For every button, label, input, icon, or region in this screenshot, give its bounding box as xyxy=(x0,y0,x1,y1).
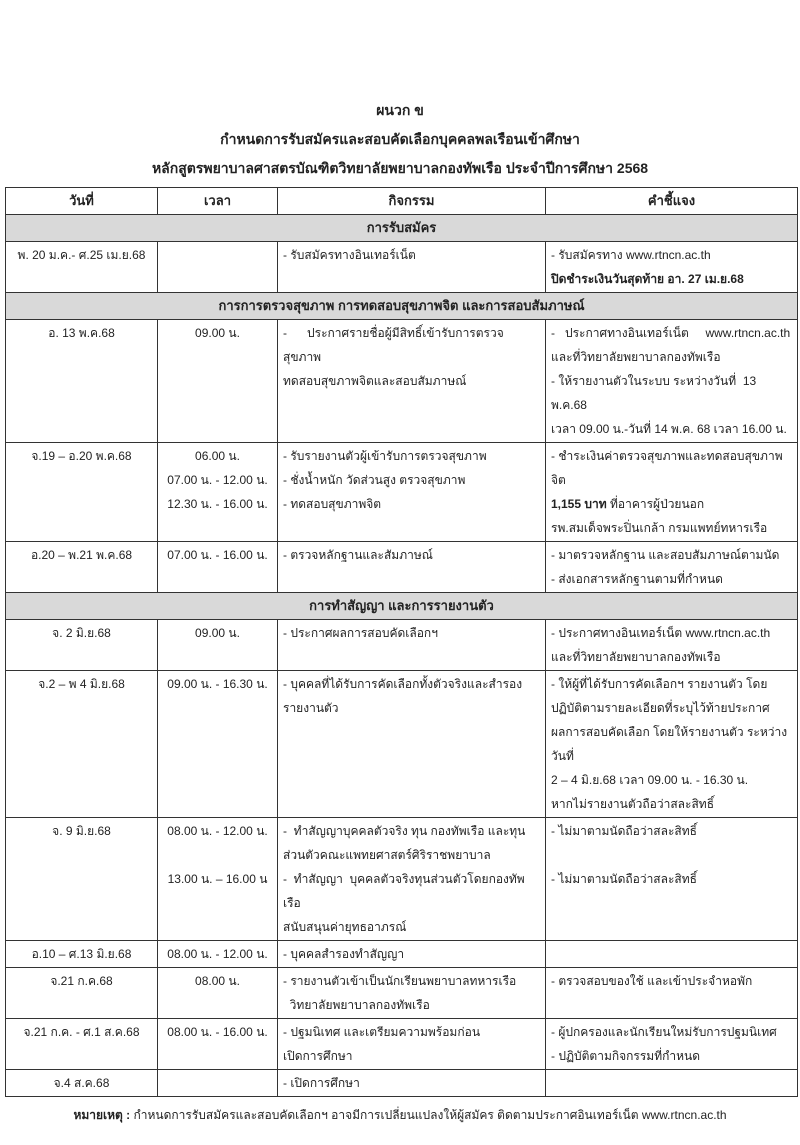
notes-line: - ไม่มาตามนัดถือว่าสละสิทธิ์ xyxy=(551,872,697,886)
time-line: 08.00 น. - 12.00 น. xyxy=(167,947,268,961)
activity-line: - ทำสัญญาบุคคลตัวจริง ทุน กองทัพเรือ และทุน xyxy=(283,824,526,838)
activity-cell xyxy=(278,671,546,818)
notes-cell xyxy=(546,968,798,1019)
time-line: 08.00 น. xyxy=(195,974,240,988)
date-cell: พ. 20 ม.ค.- ศ.25 เม.ย.68 xyxy=(6,242,158,293)
activity-line: - ประกาศผลการสอบคัดเลือกฯ xyxy=(283,626,438,640)
notes-line: - ส่งเอกสารหลักฐานตามที่กำหนด xyxy=(551,572,723,586)
footnote xyxy=(0,1105,800,1125)
activity-cell xyxy=(278,620,546,671)
notes-cell xyxy=(546,242,798,293)
date-cell: อ. 13 พ.ค.68 xyxy=(6,320,158,443)
time-line: 13.00 น. – 16.00 น xyxy=(167,872,268,886)
activity-line: - ปฐมนิเทศ และเตรียมความพร้อมก่อน xyxy=(283,1025,481,1039)
notes-line: - ไม่มาตามนัดถือว่าสละสิทธิ์ xyxy=(551,824,697,838)
notes-line xyxy=(551,267,792,291)
section-title: การรับสมัคร xyxy=(6,215,798,242)
header-date: วันที่ xyxy=(6,188,158,215)
notes-line xyxy=(551,492,792,516)
activity-cell xyxy=(278,941,546,968)
time-line: 09.00 น. xyxy=(195,626,240,640)
notes-cell xyxy=(546,620,798,671)
time-cell xyxy=(158,242,278,293)
activity-cell xyxy=(278,1019,546,1070)
time-cell xyxy=(158,671,278,818)
notes-line: - ประกาศทางอินเทอร์เน็ต www.rtncn.ac.th xyxy=(551,626,771,640)
activity-line: - ตรวจหลักฐานและสัมภาษณ์ xyxy=(283,548,433,562)
section-title: การการตรวจสุขภาพ การทดสอบสุขภาพจิต และการสอบสัมภาษณ์ xyxy=(6,293,798,320)
time-line: 09.00 น. xyxy=(195,326,240,340)
annex-label: ผนวก ข xyxy=(376,102,424,118)
activity-line: - ประกาศรายชื่อผู้มีสิทธิ์เข้ารับการตรวจสุขภาพ xyxy=(283,326,504,364)
table-header-row xyxy=(6,188,798,215)
table-row xyxy=(6,242,798,293)
date-cell: จ. 9 มิ.ย.68 xyxy=(6,818,158,941)
time-cell xyxy=(158,1019,278,1070)
notes-cell xyxy=(546,320,798,443)
document-titles xyxy=(0,96,800,183)
notes-line: และที่วิทยาลัยพยาบาลกองทัพเรือ xyxy=(551,650,721,664)
bold-text: 1,155 บาท xyxy=(551,497,607,511)
notes-line: - ผู้ปกครองและนักเรียนใหม่รับการปฐมนิเทศ xyxy=(551,1025,777,1039)
time-cell xyxy=(158,941,278,968)
activity-line: - ทำสัญญา บุคคลตัวจริงทุนส่วนตัวโดยกองทัพเรือ xyxy=(283,872,525,910)
notes-line: 2 – 4 มิ.ย.68 เวลา 09.00 น. - 16.30 น. xyxy=(551,773,749,787)
activity-cell xyxy=(278,1070,546,1097)
table-row xyxy=(6,941,798,968)
notes-line: หากไม่รายงานตัวถือว่าสละสิทธิ์ xyxy=(551,797,715,811)
section-row xyxy=(6,293,798,320)
notes-line: ผลการสอบคัดเลือก โดยให้รายงานตัว ระหว่างวันที่ xyxy=(551,725,788,763)
table-row xyxy=(6,1070,798,1097)
table-row xyxy=(6,671,798,818)
footnote-label: หมายเหตุ : xyxy=(73,1108,131,1122)
time-line: 09.00 น. - 16.30 น. xyxy=(167,677,268,691)
activity-cell xyxy=(278,968,546,1019)
table-row xyxy=(6,968,798,1019)
header-activity: กิจกรรม xyxy=(278,188,546,215)
time-cell xyxy=(158,1070,278,1097)
activity-cell xyxy=(278,542,546,593)
activity-line: - ทดสอบสุขภาพจิต xyxy=(283,497,382,511)
time-line: 07.00 น. - 16.00 น. xyxy=(167,548,268,562)
time-cell xyxy=(158,818,278,941)
time-line xyxy=(163,843,272,867)
bold-text: ปิดชำระเงินวันสุดท้าย อา. 27 เม.ย.68 xyxy=(551,272,744,286)
activity-line: - รายงานตัวเข้าเป็นนักเรียนพยาบาลทหารเรือ xyxy=(283,974,517,988)
date-cell: จ.21 ก.ค.68 xyxy=(6,968,158,1019)
notes-line: - ตรวจสอบของใช้ และเข้าประจำหอพัก xyxy=(551,974,753,988)
notes-cell xyxy=(546,1070,798,1097)
notes-line: - ชำระเงินค่าตรวจสุขภาพและทดสอบสุขภาพจิต xyxy=(551,449,783,487)
date-cell: จ.2 – พ 4 มิ.ย.68 xyxy=(6,671,158,818)
notes-line xyxy=(551,843,792,867)
notes-line: - ให้ผู้ที่ได้รับการคัดเลือกฯ รายงานตัว โดย xyxy=(551,677,768,691)
section-row xyxy=(6,215,798,242)
notes-line: ปฏิบัติตามรายละเอียดที่ระบุไว้ท้ายประกาศ xyxy=(551,701,770,715)
table-row xyxy=(6,320,798,443)
notes-line: - รับสมัครทาง www.rtncn.ac.th xyxy=(551,248,711,262)
time-cell xyxy=(158,443,278,542)
activity-line: - รับสมัครทางอินเทอร์เน็ต xyxy=(283,248,416,262)
date-cell: จ.4 ส.ค.68 xyxy=(6,1070,158,1097)
table-row xyxy=(6,1019,798,1070)
activity-line: วิทยาลัยพยาบาลกองทัพเรือ xyxy=(283,998,430,1012)
table-row xyxy=(6,818,798,941)
time-cell xyxy=(158,542,278,593)
activity-cell xyxy=(278,242,546,293)
notes-line: - ปฏิบัติตามกิจกรรมที่กำหนด xyxy=(551,1049,701,1063)
time-cell xyxy=(158,320,278,443)
notes-line: - ให้รายงานตัวในระบบ ระหว่างวันที่ 13 พ.ค.68 xyxy=(551,374,760,412)
activity-line: เปิดการศึกษา xyxy=(283,1049,353,1063)
date-cell: อ.10 – ศ.13 มิ.ย.68 xyxy=(6,941,158,968)
section-title: การทำสัญญา และการรายงานตัว xyxy=(6,593,798,620)
header-time: เวลา xyxy=(158,188,278,215)
notes-cell xyxy=(546,671,798,818)
date-cell: จ. 2 มิ.ย.68 xyxy=(6,620,158,671)
date-cell: จ.19 – อ.20 พ.ค.68 xyxy=(6,443,158,542)
time-line: 08.00 น. - 16.00 น. xyxy=(167,1025,268,1039)
activity-line: รายงานตัว xyxy=(283,701,339,715)
date-cell: จ.21 ก.ค. - ศ.1 ส.ค.68 xyxy=(6,1019,158,1070)
table-row xyxy=(6,542,798,593)
program-title: หลักสูตรพยาบาลศาสตรบัณฑิตวิทยาลัยพยาบาลกองทัพเรือ ประจำปีการศึกษา 2568 xyxy=(151,160,649,176)
table-row xyxy=(6,620,798,671)
activity-line: - บุคคลสำรองทำสัญญา xyxy=(283,947,405,961)
footnote-text: กำหนดการรับสมัครและสอบคัดเลือกฯ อาจมีการเปลี่ยนแปลงให้ผู้สมัคร ติดตามประกาศอินเทอร์เน็ต www.rtncn.ac.th xyxy=(130,1108,727,1122)
notes-line: และที่วิทยาลัยพยาบาลกองทัพเรือ xyxy=(551,350,721,364)
notes-line: รพ.สมเด็จพระปิ่นเกล้า กรมแพทย์ทหารเรือ xyxy=(551,521,768,535)
notes-line: - มาตรวจหลักฐาน และสอบสัมภาษณ์ตามนัด xyxy=(551,548,780,562)
activity-line: - รับรายงานตัวผู้เข้ารับการตรวจสุขภาพ xyxy=(283,449,487,463)
text: ที่อาคารผู้ป่วยนอก xyxy=(606,497,705,511)
notes-cell xyxy=(546,443,798,542)
time-line: 06.00 น. xyxy=(195,449,240,463)
activity-line: - ชั่งน้ำหนัก วัดส่วนสูง ตรวจสุขภาพ xyxy=(283,473,466,487)
time-cell xyxy=(158,620,278,671)
schedule-title: กำหนดการรับสมัครและสอบคัดเลือกบุคคลพลเรือนเข้าศึกษา xyxy=(220,131,580,147)
activity-line: ส่วนตัวคณะแพทยศาสตร์ศิริราชพยาบาล xyxy=(283,848,491,862)
time-cell xyxy=(158,968,278,1019)
activity-cell xyxy=(278,818,546,941)
activity-line: - บุคคลที่ได้รับการคัดเลือกทั้งตัวจริงและสำรอง xyxy=(283,677,523,691)
time-line: 08.00 น. - 12.00 น. xyxy=(167,824,268,838)
schedule-table xyxy=(5,187,798,1097)
activity-cell xyxy=(278,320,546,443)
activity-cell xyxy=(278,443,546,542)
date-cell: อ.20 – พ.21 พ.ค.68 xyxy=(6,542,158,593)
activity-line: ทดสอบสุขภาพจิตและสอบสัมภาษณ์ xyxy=(283,374,467,388)
notes-line: - ประกาศทางอินเทอร์เน็ต www.rtncn.ac.th xyxy=(551,326,791,340)
notes-line: เวลา 09.00 น.-วันที่ 14 พ.ค. 68 เวลา 16.00 น. xyxy=(551,422,787,436)
notes-cell xyxy=(546,818,798,941)
time-line: 07.00 น. - 12.00 น. xyxy=(167,473,268,487)
activity-line: สนับสนุนค่ายุทธอาภรณ์ xyxy=(283,920,407,934)
notes-cell xyxy=(546,542,798,593)
time-line: 12.30 น. - 16.00 น. xyxy=(167,497,268,511)
activity-line: - เปิดการศึกษา xyxy=(283,1076,360,1090)
notes-cell xyxy=(546,1019,798,1070)
section-row xyxy=(6,593,798,620)
header-notes: คำชี้แจง xyxy=(546,188,798,215)
notes-cell xyxy=(546,941,798,968)
table-row xyxy=(6,443,798,542)
